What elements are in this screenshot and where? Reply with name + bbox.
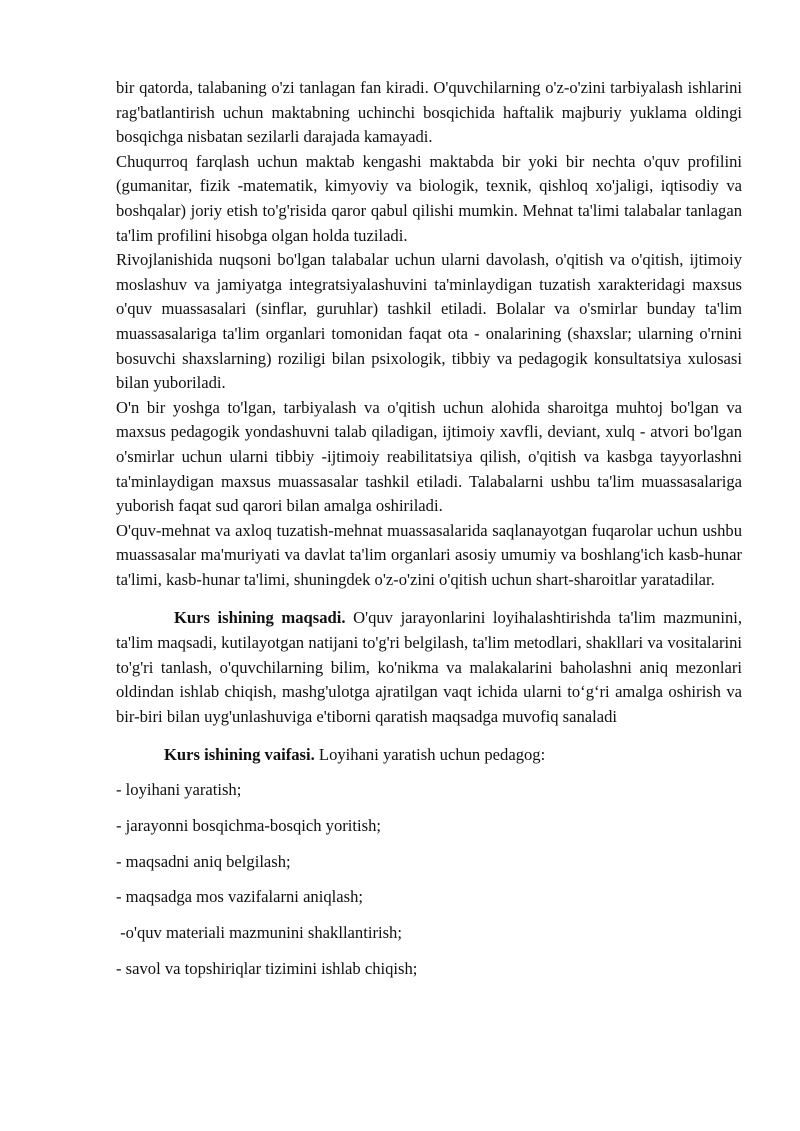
- list-item: - jarayonni bosqichma-bosqich yoritish;: [116, 815, 381, 835]
- list-item: - maqsadga mos vazifalarni aniqlash;: [116, 887, 363, 907]
- paragraph-5: O'quv-mehnat va axloq tuzatish-mehnat muassasalarida saqlanayotgan fuqarolar uchun ushbu muassasalar ma'muriyati va davlat ta'lim organlari asosiy umumiy va boshlang'ich kasb-hunar ta'limi, kasb-hunar ta'limi, shuningdek o'z-o'zini o'qitish uchun shart-sharoitlar yaratadilar.: [116, 520, 742, 589]
- task-text: Loyihani yaratish uchun pedagog:: [314, 745, 546, 765]
- task-heading: Kurs ishining vaifasi.: [164, 745, 315, 765]
- goal-text: O'quv jarayonlarini loyihalashtirishda ta'lim mazmunini, ta'lim maqsadi, kutilayotgan natijani to'g'ri belgilash, ta'lim metodlari, shakllari va vositalarini to'g'ri tanlash, o'quvchilarning bilim, ko'nikma va malakalarini baholashni aniq mezonlari oldindan ishlab chiqish, mashg'ulotga ajratilgan vaqt ichida ularni to‘g‘ri amalga oshirish va bir-biri bilan uyg'unlashuviga e'tiborni qaratish maqsadga muvofiq sanaladi: [116, 608, 742, 726]
- task-paragraph: [116, 743, 742, 768]
- list-item: - loyihani yaratish;: [116, 780, 242, 800]
- paragraph-1: bir qatorda, talabaning o'zi tanlagan fan kiradi. O'quvchilarning o'z-o'zini tarbiyalash ishlarini rag'batlantirish uchun maktabning uchinchi bosqichida haftalik majburiy yuklama oldingi bosqichga nisbatan sezilarli darajada kamayadi.: [116, 78, 742, 147]
- goal-heading: Kurs ishining maqsadi.: [174, 608, 346, 628]
- document-page: [116, 76, 742, 993]
- paragraph-4: O'n bir yoshga to'lgan, tarbiyalash va o'qitish uchun alohida sharoitga muhtoj bo'lgan va maxsus pedagogik yondashuvni talab qiladigan, ijtimoiy xavfli, deviant, xulq - atvori bo'lgan o'smirlar uchun ularni tibbiy -ijtimoiy reabilitatsiya qilish, o'qitish va kasbga tayyorlashni ta'minlaydigan maxsus muassasalar tashkil etiladi. Talabalarni ushbu ta'lim muassasalariga yuborish faqat sud qarori bilan amalga oshiriladi.: [116, 397, 742, 516]
- paragraph-2: Chuqurroq farqlash uchun maktab kengashi maktabda bir yoki bir nechta o'quv profilini (gumanitar, fizik -matematik, kimyoviy va biologik, texnik, qishloq xo'jaligi, iqtisodiy va boshqalar) joriy etish to'g'risida qaror qabul qilishi mumkin. Mehnat ta'limi talabalar tanlagan ta'lim profilini hisobga olgan holda tuziladi.: [116, 151, 742, 245]
- task-list: [116, 778, 742, 982]
- list-item: - maqsadni aniq belgilash;: [116, 851, 291, 871]
- list-item: -o'quv materiali mazmunini shakllantirish;: [116, 923, 402, 943]
- goal-paragraph: [116, 606, 742, 729]
- list-item: - savol va topshiriqlar tizimini ishlab chiqish;: [116, 958, 418, 978]
- paragraph-3: Rivojlanishida nuqsoni bo'lgan talabalar uchun ularni davolash, o'qitish va o'qitish, ijtimoiy moslashuv va jamiyatga integratsiyalashuvini ta'minlaydigan tuzatish xarakteridagi maxsus o'quv muassasalari (sinflar, guruhlar) tashkil etiladi. Bolalar va o'smirlar bunday ta'lim muassasalariga ta'lim organlari tomonidan faqat ota - onalarining (shaxslar; ularning o'rnini bosuvchi shaxslarning) roziligi bilan psixologik, tibbiy va pedagogik konsultatsiya xulosasi bilan yuboriladi.: [116, 250, 742, 393]
